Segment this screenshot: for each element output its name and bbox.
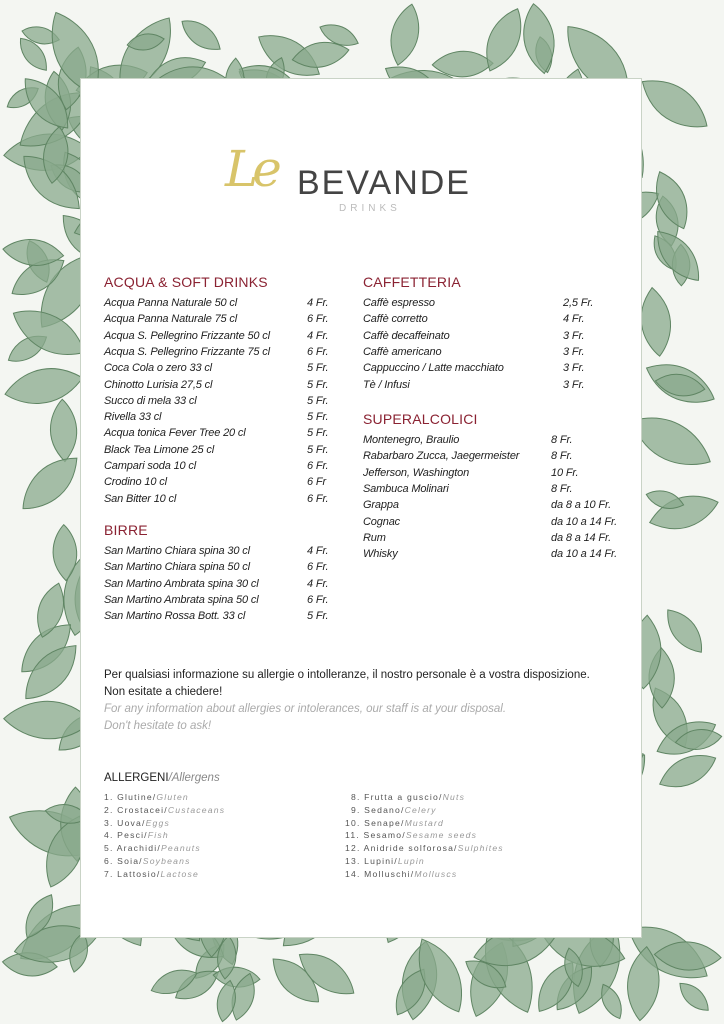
item-name: San Martino Ambrata spina 30 cl [104,577,259,590]
menu-item [104,295,329,311]
menu-item [104,311,329,327]
item-price: 5 Fr. [307,427,329,440]
item-name: Acqua Panna Naturale 50 cl [104,297,238,309]
menu-item [104,409,329,425]
item-price: 3 Fr. [563,329,585,342]
menu-item [104,328,329,344]
allergen-item [345,856,425,867]
allergen-item [104,856,191,867]
logo-subtitle: DRINKS [339,203,401,214]
allergen-en: Fish [147,830,169,841]
allergen-en: Nuts [442,792,466,802]
allergen-number: 13. [345,856,361,866]
allergen-it: Lupini/ [364,856,398,866]
allergen-en: Molluscs [414,868,458,879]
allergen-en: Lactose [160,868,199,879]
item-price: 6 Fr. [307,345,329,358]
allergen-number: 14. [345,868,361,879]
item-price: da 10 a 14 Fr. [551,548,617,561]
item-name: San Martino Rossa Bott. 33 cl [104,610,246,623]
item-price: 8 Fr. [551,434,573,446]
item-name: Succo di mela 33 cl [104,394,197,407]
allergen-number: 6. [104,856,114,866]
allergen-item [345,818,444,829]
item-price: 4 Fr. [307,329,329,342]
allergen-en: Peanuts [160,843,201,854]
item-name: Whisky [363,548,398,561]
section-title: ACQUA & SOFT DRINKS [104,274,268,290]
menu-item [363,546,617,562]
item-name: Rivella 33 cl [104,411,162,424]
menu-item [363,481,573,497]
item-name: Grappa [363,499,399,512]
allergen-number: 9. [351,804,361,815]
menu-card [80,78,642,938]
allergen-item [351,805,437,816]
allergen-en: Soybeans [142,856,191,866]
allergen-number: 12. [345,843,361,854]
allergen-item [345,830,477,841]
item-name: Cappuccino / Latte macchiato [363,362,504,375]
leaf-icon [2,362,86,411]
allergen-it: Molluschi/ [364,868,415,879]
allergen-item [345,843,504,854]
allergen-number: 1. [104,792,114,802]
menu-item [363,344,585,360]
allergen-it: Glutine/ [117,792,157,802]
allergen-en: Sesame seeds [405,830,478,841]
allergens-title-en: /Allergens [168,772,220,784]
item-name: Crodino 10 cl [104,476,167,489]
menu-item [363,377,585,393]
menu-item [104,491,329,507]
section-title: CAFFETTERIA [363,274,461,290]
menu-item [104,344,329,360]
allergen-number: 5. [104,843,114,854]
section-title: SUPERALCOLICI [363,411,478,427]
allergen-number: 3. [104,817,114,828]
info-it-2: Non esitate a chiedere! [104,686,223,698]
menu-item [363,295,594,311]
allergen-item [351,792,465,803]
allergen-en: Eggs [145,817,171,828]
item-name: Acqua tonica Fever Tree 20 cl [104,427,246,440]
allergen-number: 8. [351,792,361,802]
menu-item [363,328,585,344]
allergen-it: Sesamo/ [363,830,406,841]
menu-item [363,497,612,513]
allergens-title-it: ALLERGENI [104,772,169,784]
item-name: San Martino Ambrata spina 50 cl [104,593,259,606]
item-name: Campari soda 10 cl [104,460,197,472]
menu-item [104,592,329,608]
item-price: 10 Fr. [551,466,579,479]
item-price: 4 Fr. [307,577,329,590]
menu-item [363,432,573,448]
allergens-title [104,771,220,785]
item-name: Tè / Infusi [363,378,410,391]
item-name: Cognac [363,515,401,528]
menu-item [104,474,326,490]
menu-item [104,559,329,575]
allergen-item [104,818,170,829]
item-price: 5 Fr. [307,443,329,456]
allergen-it: Frutta a guscio/ [364,792,443,802]
menu-item [104,442,329,458]
allergen-number: 2. [104,804,114,815]
allergen-en: Sulphites [457,843,504,854]
item-name: Jefferson, Washington [363,466,470,479]
allergen-number: 7. [104,868,114,879]
allergen-en: Lupin [397,856,425,866]
item-name: Caffè americano [363,345,442,358]
menu-item [104,377,329,393]
info-it-1: Per qualsiasi informazione su allergie o intolleranze, il nostro personale è a vostra disposizione. [104,669,590,681]
menu-item [363,514,617,530]
allergen-it: Anidride solforosa/ [363,843,458,854]
item-price: 6 Fr. [307,593,329,606]
item-name: San Martino Chiara spina 50 cl [104,561,250,574]
item-price: 3 Fr. [563,378,585,391]
allergen-item [104,792,189,803]
item-price: 5 Fr. [307,411,329,424]
item-name: San Bitter 10 cl [104,492,177,505]
item-name: Sambuca Molinari [363,482,449,495]
leaf-icon [659,603,710,659]
item-name: Acqua S. Pellegrino Frizzante 50 cl [104,329,270,342]
allergen-it: Arachidi/ [116,843,161,854]
allergen-number: 4. [104,830,114,841]
item-name: Rum [363,531,386,544]
allergen-en: Celery [404,804,437,815]
item-name: Montenegro, Braulio [363,434,460,446]
menu-item [104,393,329,409]
menu-item [363,360,585,376]
item-price: 5 Fr. [307,610,329,623]
logo [221,141,501,221]
item-name: Chinotto Lurisia 27,5 cl [104,378,213,391]
item-price: 6 Fr. [307,561,329,574]
item-price: 8 Fr. [551,450,573,463]
leaf-icon [12,447,87,520]
menu-item [104,576,329,592]
item-price: 8 Fr. [551,482,573,495]
menu-item [104,608,329,624]
allergen-it: Crostacei/ [117,804,168,815]
leaf-icon [674,977,714,1016]
item-price: 6 Fr [307,476,326,489]
leaf-icon [519,1,559,75]
allergen-number: 11. [345,830,360,841]
leaf-icon [176,13,226,57]
menu-item [104,458,329,474]
item-price: 6 Fr. [307,492,329,505]
allergen-en: Custaceans [167,804,226,815]
menu-item [363,530,612,546]
leaf-icon [654,746,721,796]
menu-item [104,360,329,376]
allergen-item [104,805,225,816]
info-en-2: Don't hesitate to ask! [104,720,212,732]
logo-script: Le [225,140,276,198]
leaf-icon [49,399,78,462]
menu-item [363,311,585,327]
item-name: Caffè corretto [363,313,428,326]
item-price: 4 Fr. [563,313,585,326]
item-price: 4 Fr. [307,545,329,557]
allergen-it: Lattosio/ [117,868,161,879]
allergen-en: Mustard [404,817,445,828]
allergen-item [345,869,457,880]
item-name: Black Tea Limone 25 cl [104,443,215,456]
allergen-item [104,869,199,880]
item-price: 5 Fr. [307,394,329,407]
allergen-it: Senape/ [364,817,405,828]
item-name: Coca Cola o zero 33 cl [104,362,212,375]
item-name: Rabarbaro Zucca, Jaegermeister [363,450,520,463]
item-price: 3 Fr. [563,345,585,358]
menu-item [104,543,329,559]
allergen-it: Uova/ [117,817,146,828]
menu-item [363,448,573,464]
menu-item [104,425,329,441]
logo-title: BEVANDE [297,164,471,202]
allergen-it: Soia/ [117,856,143,866]
item-name: Caffè espresso [363,297,435,309]
item-price: 5 Fr. [307,378,329,391]
item-price: 3 Fr. [563,362,585,375]
allergen-en: Gluten [156,792,189,802]
allergen-item [104,843,201,854]
leaf-icon [385,1,425,68]
item-price: 4 Fr. [307,297,329,309]
section-title: BIRRE [104,522,148,538]
menu-item [363,465,579,481]
item-price: 5 Fr. [307,362,329,375]
info-en-1: For any information about allergies or intolerances, our staff is at your disposal. [104,703,507,715]
item-price: da 8 a 14 Fr. [551,531,612,544]
allergen-number: 10. [345,817,361,828]
item-name: Acqua Panna Naturale 75 cl [104,313,238,326]
item-name: Acqua S. Pellegrino Frizzante 75 cl [104,345,270,358]
allergen-it: Sedano/ [364,804,405,815]
leaf-icon [633,68,716,140]
leaf-icon [638,286,674,358]
item-price: da 8 a 10 Fr. [551,499,612,512]
item-price: da 10 a 14 Fr. [551,515,617,528]
allergen-item [104,830,169,841]
allergen-it: Pesci/ [117,830,148,841]
allergy-info [104,667,634,735]
item-name: San Martino Chiara spina 30 cl [104,545,250,557]
item-price: 6 Fr. [307,460,329,472]
item-price: 6 Fr. [307,313,329,326]
item-name: Caffè decaffeinato [363,329,450,342]
item-price: 2,5 Fr. [563,297,594,309]
